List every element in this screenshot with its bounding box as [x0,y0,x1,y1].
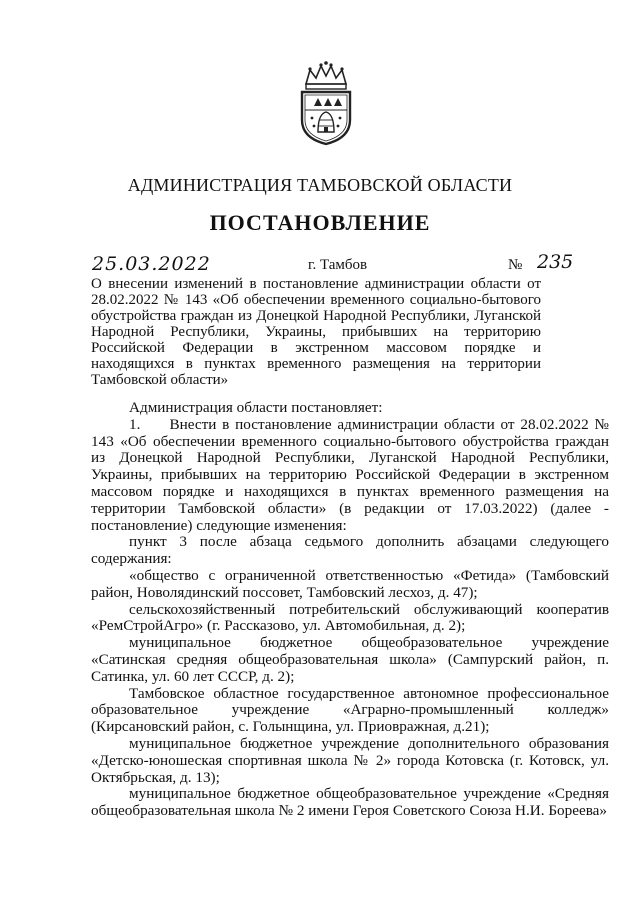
document-city: г. Тамбов [308,257,368,273]
body-paragraph: муниципальное бюджетное учреждение дополнительного образования «Детско-юношеская спортивная школа № 2» города Котовска (г. Котовск, ул. Октябрьская, д. 13); [91,734,609,786]
body-paragraph: 1. Внести в постановление администрации области от 28.02.2022 № 143 «Об обеспечении временного социально-бытового обустройства граждан из Донецкой Народной Республики, Луганской Народной Республики, Украины, прибывших на территорию Российской Федерации в экстренном массовом порядке и находящихся в пунктах временного размещения на территории Тамбовской области» (в редакции от 17.03.2022) (далее - постановление) следующие изменения: [91,415,609,534]
document-number-label: № [508,257,523,273]
body-paragraph: сельскохозяйственный потребительский обслуживающий кооператив «РемСтройАгро» (г. Рассказово, ул. Автомобильная, д. 2); [91,600,609,635]
organization-title: АДМИНИСТРАЦИЯ ТАМБОВСКОЙ ОБЛАСТИ [127,175,513,195]
body-paragraph: Тамбовское областное государственное автономное профессиональное образовательное учреждение «Аграрно-промышленный колледж» (Кирсановский район, с. Голынщина, ул. Приовражная, д.21); [91,684,609,736]
document-date: 25.03.2022 [92,253,211,275]
body-paragraph: пункт 3 после абзаца седьмого дополнить абзацами следующего содержания: [91,533,609,568]
body-paragraph: «общество с ограниченной ответственностью «Фетида» (Тамбовский район, Новолядинский поссовет, Тамбовский лесхоз, д. 47); [91,566,609,601]
body-intro: Администрация области постановляет: [129,399,383,416]
body-paragraph: муниципальное бюджетное общеобразовательное учреждение «Средняя общеобразовательная школа № 2 имени Героя Советского Союза Н.И. Бореева» [91,785,609,820]
document-type-heading: ПОСТАНОВЛЕНИЕ [209,210,431,235]
document-subject: О внесении изменений в постановление администрации области от 28.02.2022 № 143 «Об обеспечении временного социально-бытового обустройства граждан из Донецкой Народной Республики, Луганской Народной Республики, Украины, прибывших на территорию Российской Федерации в экстренном массовом порядке и находящихся в пунктах временного размещения на территории Тамбовской области» [91,276,541,388]
tambov-region-coat-of-arms-icon [296,60,356,146]
document-body [91,400,609,820]
document-number: 235 [537,251,574,273]
body-paragraph: муниципальное бюджетное общеобразовательное учреждение «Сатинская средняя общеобразовательная школа» (Сампурский район, п. Сатинка, ул. 60 лет СССР, д. 2); [91,634,609,685]
